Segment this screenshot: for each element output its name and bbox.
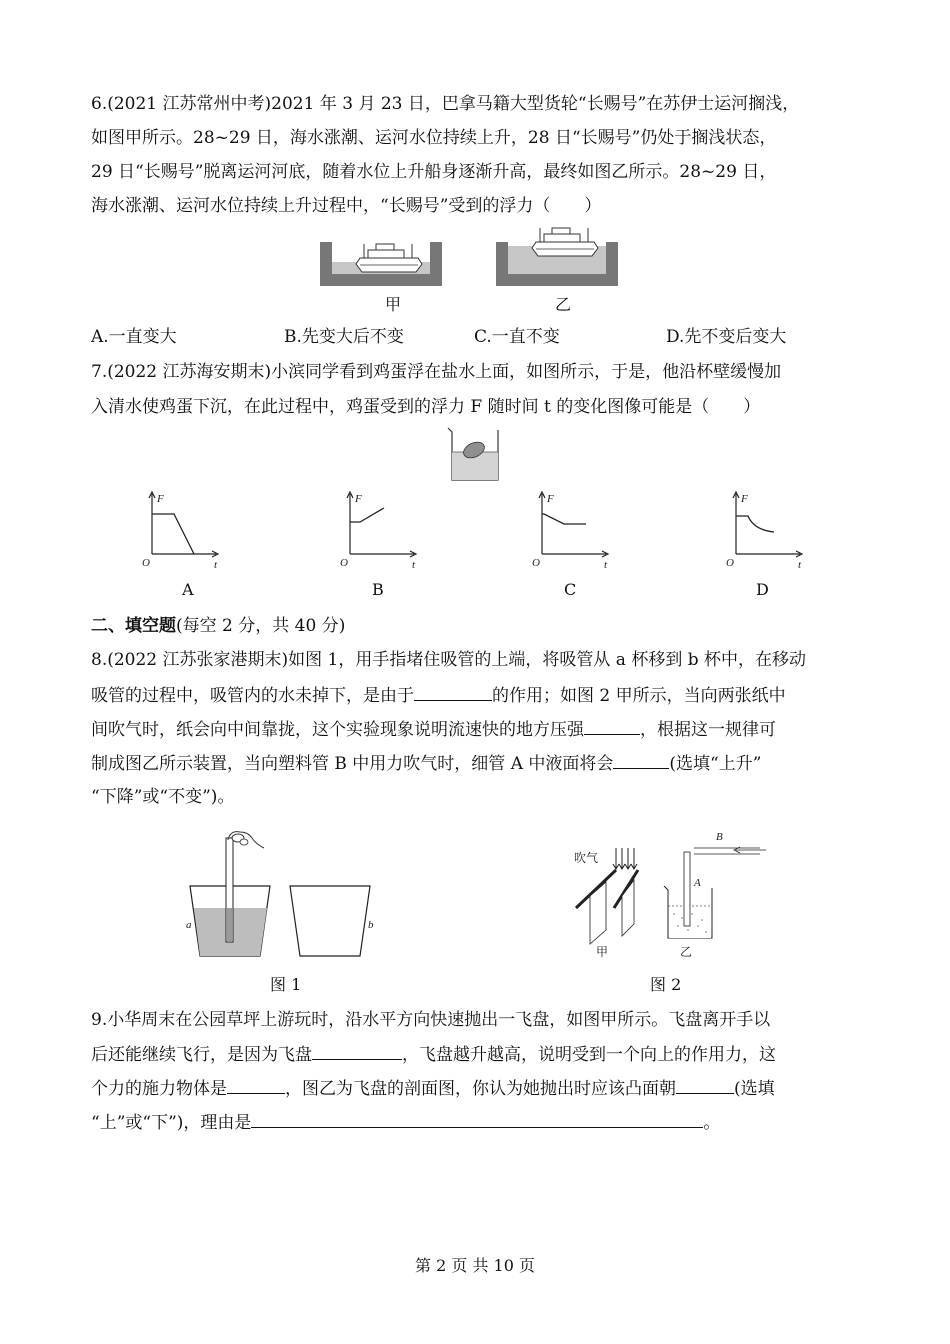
q6-line-3: 29 日“长赐号”脱离运河河底，随着水位上升船身逐渐升高，最终如图乙所示。28~29 日， bbox=[91, 162, 777, 182]
fig2-jia-label: 甲 bbox=[596, 945, 609, 959]
graph-a-origin: O bbox=[142, 557, 150, 569]
q7-line-1: 7.(2022 江苏海安期末)小滨同学看到鸡蛋浮在盐水上面，如图所示，于是，他沿杯壁缓慢加 bbox=[91, 362, 782, 382]
graph-b-origin: O bbox=[340, 557, 348, 569]
ship-figure bbox=[320, 232, 640, 292]
q9-line-3 bbox=[91, 1076, 775, 1101]
q9-line-3b: ，图乙为飞盘的剖面图，你认为她抛出时应该凸面朝 bbox=[285, 1079, 676, 1099]
fig-label-jia: 甲 bbox=[385, 295, 402, 314]
graph-a-f-label: F bbox=[157, 493, 164, 505]
q8-line-4b: (选填“上升” bbox=[669, 754, 762, 774]
q9-blank-1[interactable] bbox=[312, 1042, 402, 1060]
graph-d-t-label: t bbox=[798, 559, 802, 571]
graph-b-f-label: F bbox=[355, 493, 362, 505]
graph-label-c: C bbox=[564, 580, 577, 599]
graph-d-curve bbox=[736, 516, 774, 532]
q6-option-b: B.先变大后不变 bbox=[284, 327, 404, 347]
q8-line-1: 8.(2022 江苏张家港期末)如图 1，用手指堵住吸管的上端，将吸管从 a 杯移到 b 杯中，在移动 bbox=[91, 650, 807, 670]
figure-2 bbox=[560, 826, 780, 966]
figure-1 bbox=[180, 828, 390, 968]
graph-a-curve bbox=[152, 514, 194, 554]
q9-line-4b: 。 bbox=[703, 1113, 721, 1133]
q9-line-2b: ，飞盘越升越高，说明受到一个向上的作用力，这 bbox=[402, 1045, 776, 1065]
q9-blank-3[interactable] bbox=[676, 1076, 734, 1094]
page-footer: 第 2 页 共 10 页 bbox=[415, 1256, 535, 1275]
q8-line-2 bbox=[91, 683, 786, 708]
q9-line-3a: 个力的施力物体是 bbox=[91, 1079, 227, 1099]
fig-label-yi: 乙 bbox=[555, 295, 572, 314]
graph-c bbox=[530, 490, 620, 570]
ship-canal-yi bbox=[496, 228, 618, 286]
egg-beaker-figure bbox=[446, 426, 506, 484]
graph-a bbox=[140, 490, 230, 570]
graph-c-curve bbox=[542, 514, 586, 524]
graph-b-curve bbox=[350, 508, 384, 522]
graph-d bbox=[724, 490, 814, 570]
section-2-title: 二、填空题 bbox=[91, 616, 176, 636]
graph-a-t-label: t bbox=[214, 559, 218, 571]
fig1-label-b: b bbox=[368, 919, 374, 931]
q8-line-4a: 制成图乙所示装置，当向塑料管 B 中用力吹气时，细管 A 中液面将会 bbox=[91, 754, 614, 774]
q9-line-1: 9.小华周末在公园草坪上游玩时，沿水平方向快速抛出一飞盘，如图甲所示。飞盘离开手以 bbox=[91, 1010, 771, 1030]
q8-blank-2[interactable] bbox=[584, 717, 640, 735]
graph-c-origin: O bbox=[532, 557, 540, 569]
q9-line-2 bbox=[91, 1042, 776, 1067]
fig2-yi-label: 乙 bbox=[680, 945, 693, 959]
q9-line-4a: “上”或“下”)，理由是 bbox=[91, 1113, 252, 1133]
q8-line-4 bbox=[91, 751, 761, 776]
graph-b bbox=[338, 490, 428, 570]
q6-option-a: A.一直变大 bbox=[91, 327, 177, 347]
graph-b-t-label: t bbox=[412, 559, 416, 571]
ship-canal-jia bbox=[320, 242, 442, 286]
q8-line-3b: ，根据这一规律可 bbox=[640, 720, 776, 740]
q8-blank-3[interactable] bbox=[613, 751, 669, 769]
q6-option-d: D.先不变后变大 bbox=[666, 327, 787, 347]
graph-c-f-label: F bbox=[547, 493, 554, 505]
graph-c-t-label: t bbox=[604, 559, 608, 571]
q8-line-2b: 的作用；如图 2 甲所示，当向两张纸中 bbox=[492, 686, 786, 706]
section-2-note: (每空 2 分，共 40 分) bbox=[176, 616, 346, 636]
q9-blank-2[interactable] bbox=[227, 1076, 285, 1094]
q8-line-3 bbox=[91, 717, 776, 742]
fig2-label-B: B bbox=[716, 831, 723, 843]
graph-label-d: D bbox=[756, 580, 769, 599]
q8-line-3a: 间吹气时，纸会向中间靠拢，这个实验现象说明流速快的地方压强 bbox=[91, 720, 584, 740]
fig2-blow-label: 吹气 bbox=[574, 851, 599, 865]
fig-1-caption: 图 1 bbox=[270, 975, 302, 994]
fig1-label-a: a bbox=[186, 919, 192, 931]
q9-line-3c: (选填 bbox=[734, 1079, 775, 1099]
graph-label-a: A bbox=[182, 580, 194, 599]
graph-d-origin: O bbox=[726, 557, 734, 569]
q6-line-4: 海水涨潮、运河水位持续上升过程中，“长赐号”受到的浮力（ ） bbox=[91, 196, 602, 216]
q7-line-2: 入清水使鸡蛋下沉，在此过程中，鸡蛋受到的浮力 F 随时间 t 的变化图像可能是（ ） bbox=[91, 397, 761, 417]
graph-d-f-label: F bbox=[741, 493, 748, 505]
q8-line-2a: 吸管的过程中，吸管内的水未掉下，是由于 bbox=[91, 686, 414, 706]
q8-blank-1[interactable] bbox=[414, 683, 492, 701]
section-2-header bbox=[91, 614, 345, 638]
fig-2-caption: 图 2 bbox=[650, 975, 682, 994]
q9-line-2a: 后还能继续飞行，是因为飞盘 bbox=[91, 1045, 312, 1065]
q6-line-1: 6.(2021 江苏常州中考)2021 年 3 月 23 日，巴拿马籍大型货轮“长赐号”在苏伊士运河搁浅， bbox=[91, 94, 800, 114]
q6-option-c: C.一直不变 bbox=[474, 327, 560, 347]
q6-line-2: 如图甲所示。28~29 日，海水涨潮、运河水位持续上升，28 日“长赐号”仍处于搁浅状态， bbox=[91, 128, 777, 148]
q9-blank-4[interactable] bbox=[251, 1110, 703, 1128]
q8-line-5: “下降”或“不变”)。 bbox=[91, 787, 235, 807]
graph-label-b: B bbox=[372, 580, 384, 599]
q9-line-4 bbox=[91, 1110, 720, 1135]
fig2-label-A: A bbox=[694, 877, 701, 889]
